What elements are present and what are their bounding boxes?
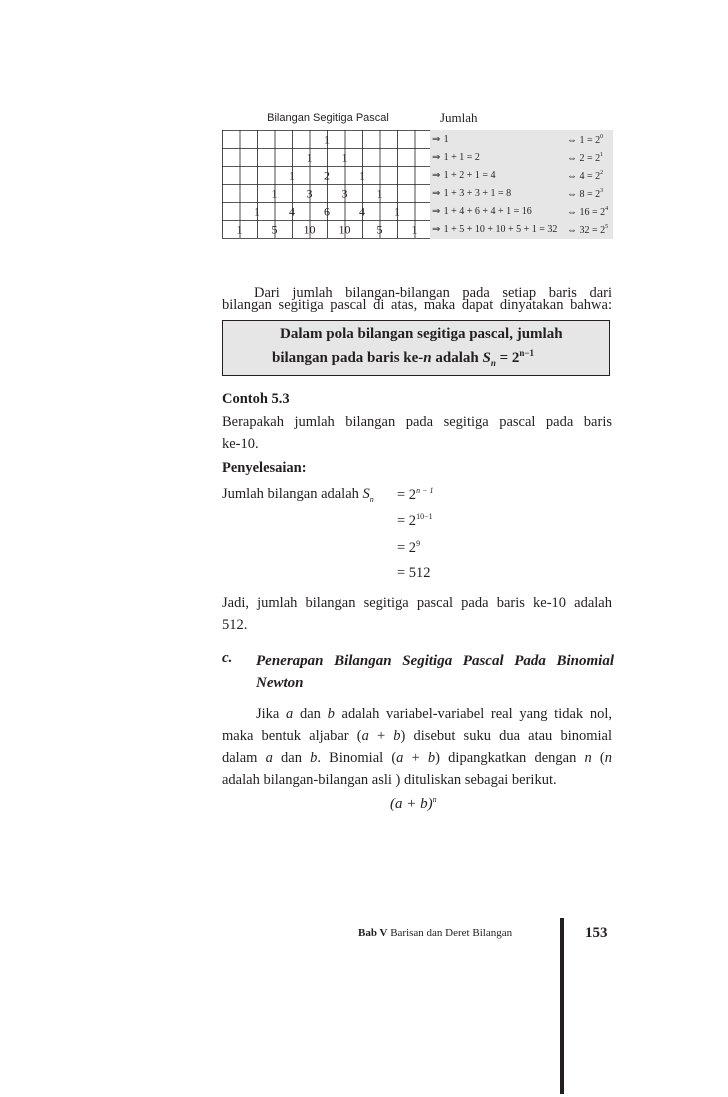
equivalence-arrow-icon: ⇔ [567,189,580,200]
var-a: a [396,750,404,766]
pascal-cell-value: 6 [324,204,330,219]
power-row [567,188,603,200]
pascal-cell-value: 1 [254,204,260,219]
intro-line-1: Dari jumlah bilangan-bilangan pada setiap baris dari [254,285,612,301]
text: dan [293,706,328,722]
equivalence-arrow-icon: ⇔ [567,225,580,236]
intro-line-2: bilangan segitiga pascal di atas, maka dapat dinyatakan bahwa: [222,297,612,313]
sum-row [432,134,449,145]
text: ) dipangkatkan dengan [435,750,585,766]
power-exponent: 4 [605,206,609,212]
text: maka bentuk aljabar ( [222,728,362,744]
text: Jika [256,706,287,722]
equivalence-arrow-icon: ⇔ [567,171,580,182]
calc-S: S [362,486,370,502]
sum-row [432,152,480,163]
pascal-triangle-grid [222,130,432,240]
pascal-cell-value: 4 [289,204,295,219]
example-heading: Contoh 5.3 [222,391,290,407]
binomial-para-line-2 [222,725,612,747]
calc-step-1-base: = 2 [397,486,417,503]
var-a: a [361,728,369,744]
pascal-cell-value: 1 [289,168,295,183]
binomial-formula [390,795,437,813]
calc-step-3-base: = 2 [397,539,417,556]
text: ) disebut suku dua atau binomial [400,728,613,744]
power-exponent: 1 [600,152,604,158]
binomial-para-line-4: adalah bilangan-bilangan asli ) dituliskan sebagai berikut. [222,772,557,788]
power-exponent: 5 [605,224,609,230]
calc-step-3-exp: 9 [416,539,421,548]
sum-column-box [430,130,613,239]
var-n: n [584,750,592,766]
rule-text-a: bilangan pada baris ke- [272,350,424,366]
text: dalam [222,750,266,766]
rule-exponent: n−1 [519,348,535,358]
var-b: b [327,706,335,722]
power-expression: 1 = 2 [579,135,601,146]
power-exponent: 3 [600,188,604,194]
power-expression: 8 = 2 [579,189,601,200]
var-a: a [265,750,273,766]
pascal-cell-value: 1 [394,204,400,219]
rule-sub-n: n [490,358,496,368]
sum-expression: 1 + 5 + 10 + 10 + 5 + 1 = 32 [443,224,558,235]
pascal-cell-value: 3 [306,186,313,201]
example-question-line-2: ke-10. [222,436,259,452]
sum-row [432,188,511,199]
sum-expression: 1 + 1 = 2 [443,152,480,163]
section-c-title: Penerapan Bilangan Segitiga Pascal Pada Binomial Newton [256,653,614,691]
pascal-rule-line-2 [272,348,534,368]
sum-expression: 1 + 4 + 6 + 4 + 1 = 16 [443,206,532,217]
pascal-cell-value: 2 [324,168,330,183]
calc-step-2-base: = 2 [397,512,417,529]
power-row [567,134,603,146]
rule-text-c: = 2 [495,350,520,366]
power-expression: 4 = 2 [579,171,601,182]
sum-expression: 1 + 2 + 1 = 4 [443,170,496,181]
power-row [567,152,603,164]
equivalence-arrow-icon: ⇔ [567,153,580,164]
pascal-cell-value: 1 [271,186,278,201]
solution-heading: Penyelesaian: [222,460,307,476]
pascal-cell-value: 5 [376,222,383,237]
text: + [368,728,394,744]
calc-step-2 [397,512,433,530]
power-exponent: 0 [600,134,604,140]
var-n: n [604,750,612,766]
sum-expression: 1 + 3 + 3 + 1 = 8 [443,188,512,199]
power-row [567,206,608,218]
conclusion-line-1: Jadi, jumlah bilangan segitiga pascal pada baris ke-10 adalah [222,595,612,611]
sum-expression: 1 [443,134,449,145]
sum-row [432,206,532,217]
power-expression: 16 = 2 [579,207,606,218]
equivalence-arrow-icon: ⇔ [567,135,580,146]
page-number: 153 [585,925,608,941]
rule-text-b: adalah [431,350,483,366]
power-row [567,170,603,182]
implies-arrow-icon: ⇒ [432,224,444,235]
equivalence-arrow-icon: ⇔ [567,207,580,218]
binomial-para-line-1 [222,703,612,725]
text: dan [272,750,311,766]
pascal-cell-value: 1 [376,186,383,201]
sum-row [432,170,495,181]
pascal-cell-value: 1 [341,150,348,165]
pascal-rule-line-1: Dalam pola bilangan segitiga pascal, jumlah [280,326,563,342]
implies-arrow-icon: ⇒ [432,152,444,163]
binomial-para-line-3 [222,747,612,769]
pascal-cell-value: 1 [411,222,418,237]
implies-arrow-icon: ⇒ [432,134,444,145]
pascal-cell-value: 1 [306,150,313,165]
formula-exponent: n [432,795,437,804]
pascal-cell-value: 10 [338,222,351,237]
var-a: a [286,706,294,722]
calc-label-text: Jumlah bilangan adalah [222,486,363,502]
var-b: b [310,750,318,766]
var-b: b [427,750,436,766]
power-row [567,224,608,236]
text: adalah variabel-variabel real yang tidak nol, [334,706,613,722]
pascal-cell-value: 1 [324,132,330,147]
pascal-table-title: Bilangan Segitiga Pascal [267,112,389,124]
pascal-cell-value: 1 [359,168,365,183]
footer-divider [560,918,564,1094]
calc-step-2-exp: 10−1 [416,512,433,521]
conclusion-line-2: 512. [222,617,248,633]
sum-row [432,224,557,235]
calc-step-4: = 512 [397,565,431,581]
footer-chapter-title: Barisan dan Deret Bilangan [387,927,513,939]
pascal-cell-value: 4 [359,204,365,219]
power-expression: 32 = 2 [579,225,606,236]
sum-column-header: Jumlah [440,110,478,125]
text: . Binomial ( [317,750,397,766]
calc-sub-n: n [369,494,374,504]
section-c-letter: c. [222,650,233,666]
calc-step-3 [397,539,420,557]
footer-chapter-number: Bab V [358,927,388,939]
text: + [403,750,428,766]
power-exponent: 2 [600,170,604,176]
text: ( [591,750,605,766]
implies-arrow-icon: ⇒ [432,206,444,217]
rule-n: n [423,350,432,366]
implies-arrow-icon: ⇒ [432,170,444,181]
pascal-cell-value: 10 [303,222,316,237]
implies-arrow-icon: ⇒ [432,188,444,199]
calc-label [222,486,374,504]
power-expression: 2 = 2 [579,153,601,164]
calc-step-1 [397,486,433,504]
footer-chapter [358,927,512,939]
pascal-cell-value: 1 [236,222,243,237]
pascal-cell-value: 3 [341,186,348,201]
var-b: b [393,728,401,744]
example-question-line-1: Berapakah jumlah bilangan pada segitiga pascal pada baris [222,414,612,430]
calc-step-1-exp: n − 1 [416,486,434,495]
formula-base: (a + b) [390,796,433,812]
rule-S: S [482,350,491,366]
pascal-cell-value: 5 [271,222,278,237]
